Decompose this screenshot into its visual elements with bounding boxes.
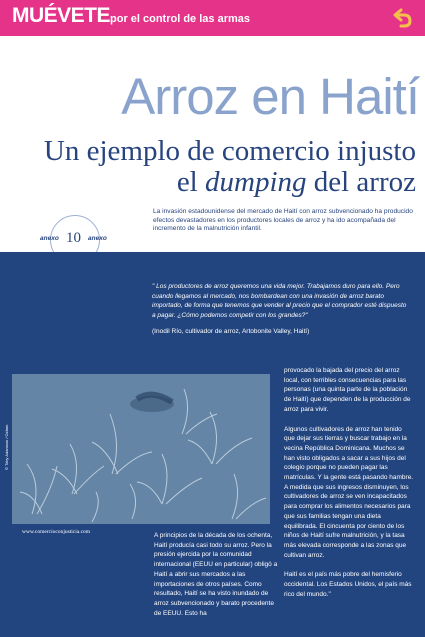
website-link[interactable]: www.comercioconjusticia.com: [22, 529, 91, 535]
subtitle-line-1: Un ejemplo de comercio injusto: [43, 135, 416, 167]
body-column-left: A principios de la década de los ochenta, Haití producía casi todo su arroz. Pero la presión ejercida por la comunidad internacional (EEUU en particular) obligó a Haití a abrir sus mercados a las importaciones de otros países. Como resultado, Haití se ha visto inundado de arroz subvencionado y barato procedente de EEUU. Esto ha: [154, 532, 278, 617]
page-title: Arroz en Haití: [121, 68, 419, 125]
subtitle-line-2-post: del arroz: [306, 166, 416, 198]
body-paragraph: provocado la bajada del precio del arroz local, con terribles consecuencias para las personas (una quinta parte de la población de Haití) que dependen de la producción de arroz para vivir.: [284, 367, 411, 413]
subtitle-dumping: dumping: [205, 166, 307, 198]
header-bar: [0, 0, 425, 36]
quote-text: " Los productores de arroz queremos una vida mejor. Trabajamos duro para ello. Pero cuando llegamos al mercado, nos bombardean con una invasión de arroz barato importado, de forma que tenemos que vender al precio que el comprador esté dispuesto a pagar. ¿Cómo podemos competir con los grandes?": [152, 283, 407, 319]
quote-source: (Inodil Río, cultivador de arroz, Artobonite Valley, Haití): [152, 328, 310, 335]
rice-field-photo: [12, 374, 270, 524]
subtitle-line-2-pre: el: [176, 166, 205, 198]
photo-credit: © Toby Adamson / Oxfam: [4, 424, 9, 470]
subtitle-line-2: [20, 166, 416, 198]
body-column-right: [284, 366, 414, 609]
intro-paragraph: La invasión estadounidense del mercado de Haití con arroz subvencionado ha producido efectos devastadores en los productores locales de arroz y ha ido acompañada del incremento de la malnutrición infantil.: [153, 208, 413, 232]
annex-right-label: anexo: [88, 235, 107, 242]
annex-number: 10: [66, 230, 81, 246]
body-paragraph: Haití es el país más pobre del hemisferio occidental. Los Estados Unidos, el país más rico del mundo.": [284, 571, 412, 598]
annex-left-label: anexo: [40, 235, 59, 242]
body-paragraph: Algunos cultivadores de arroz han tenido que dejar sus tierras y buscar trabajo en la vecina República Dominicana. Muchos se han visto obligados a sacar a sus hijos del colegio porque no pueden pagar las matrículas. Y la gente está pasando hambre. A medida que sus ingresos disminuyen, los cultivadores de arroz se ven incapacitados para comprar los alimentos necesarios para que sus familias tengan una dieta equilibrada. El cincuenta por ciento de los niños de Haití sufre malnutrición, y la tasa más elevada corresponde a las zonas que cultivan arroz.: [284, 425, 414, 559]
return-arrow-icon[interactable]: [392, 7, 414, 29]
header-subtitle: por el control de las armas: [110, 13, 250, 25]
brand-title: MUÉVETE: [12, 4, 111, 27]
